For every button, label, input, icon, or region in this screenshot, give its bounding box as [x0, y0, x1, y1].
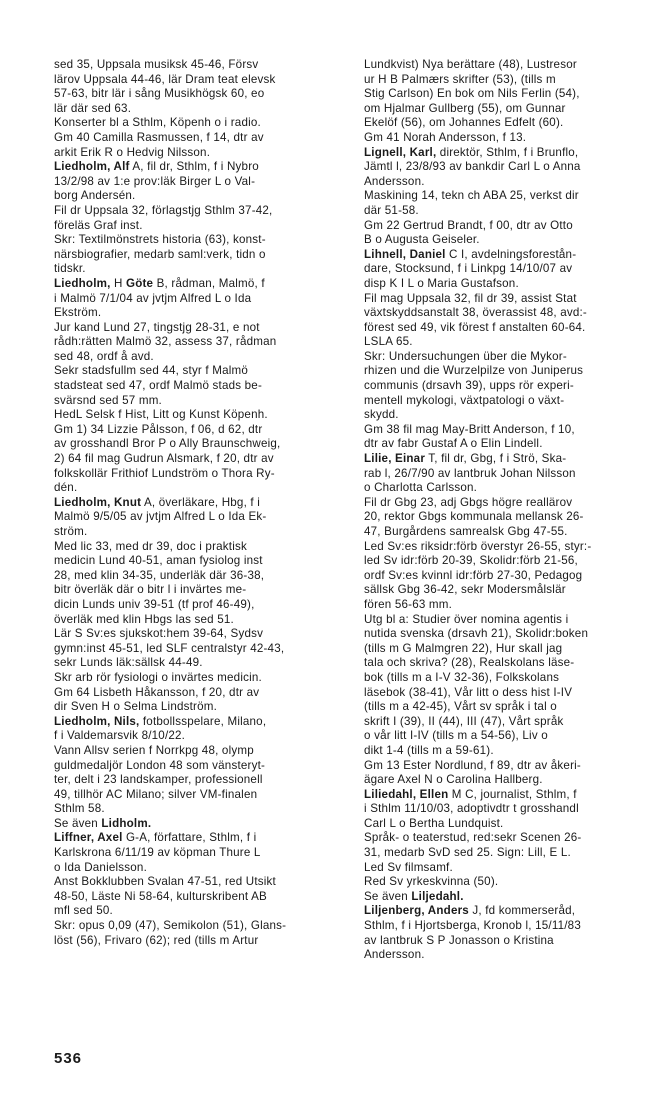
text-run: led Sv idr:förb 20-39, Skolidr:förb 21-56, [364, 554, 578, 568]
text-line [54, 759, 348, 774]
text-run: läsebok (38-41), Vår litt o dess hist I-IV [364, 685, 573, 699]
text-run: LSLA 65. [364, 335, 413, 349]
text-line [364, 934, 658, 949]
text-line [54, 525, 348, 540]
text-run: Konserter bl a Sthlm, Köpenh o i radio. [54, 116, 261, 130]
text-run: överläk med klin Hbgs las sed 51. [54, 612, 234, 626]
text-line [364, 175, 658, 190]
text-line [364, 627, 658, 642]
text-line [54, 131, 348, 146]
text-line [364, 73, 658, 88]
text-run: närsbiografier, medarb saml:verk, tidn o [54, 247, 266, 261]
text-line [364, 58, 658, 73]
text-line [54, 233, 348, 248]
text-line [364, 321, 658, 336]
text-line [54, 715, 348, 730]
text-line [54, 627, 348, 642]
text-run: dtr av fabr Gustaf A o Elin Lindell. [364, 437, 543, 451]
text-run: borg Andersén. [54, 189, 136, 203]
text-line [364, 292, 658, 307]
text-line [364, 613, 658, 628]
text-line [54, 540, 348, 555]
text-line [54, 510, 348, 525]
text-run: rådh:rätten Malmö 32, assess 37, rådman [54, 335, 277, 349]
text-line [364, 715, 658, 730]
text-run: Fil dr Gbg 23, adj Gbgs högre reallärov [364, 495, 573, 509]
text-run: 31, medarb SvD sed 25. Sign: Lill, E L. [364, 846, 571, 860]
text-run: Jämtl l, 23/8/93 av bankdir Carl L o Anna [364, 160, 581, 174]
entry-heading: Liljenberg, Anders [364, 904, 469, 918]
text-run: ter, delt i 23 landskamper, professionell [54, 773, 263, 787]
text-line [54, 817, 348, 832]
text-line [54, 744, 348, 759]
text-line [364, 788, 658, 803]
text-line [54, 846, 348, 861]
text-run: Vann Allsv serien f Norrkpg 48, olymp [54, 743, 254, 757]
text-run: Malmö 9/5/05 av jvtjm Alfred L o Ida Ek- [54, 510, 267, 524]
text-run: bok (tills m a I-V 32-36), Folkskolans [364, 670, 560, 684]
text-line [364, 671, 658, 686]
right-column [364, 58, 658, 963]
text-run: mfl sed 50. [54, 904, 113, 918]
text-run: Språk- o teaterstud, red:sekr Scenen 26- [364, 831, 582, 845]
text-line [364, 204, 658, 219]
text-line [364, 948, 658, 963]
text-run: lär där sed 63. [54, 101, 132, 115]
text-line [364, 262, 658, 277]
text-line [54, 904, 348, 919]
text-line [54, 204, 348, 219]
text-line [364, 802, 658, 817]
entry-heading: Liedholm, Knut [54, 495, 142, 509]
text-run: mentell mykologi, växtpatologi o växt- [364, 393, 565, 407]
text-run: tala och skriva? (28), Realskolans läse- [364, 656, 575, 670]
text-line [364, 233, 658, 248]
text-run: dikt 1-4 (tills m a 59-61). [364, 743, 494, 757]
text-line [54, 321, 348, 336]
text-line [54, 569, 348, 584]
text-run: Carl L o Bertha Lundquist. [364, 816, 504, 830]
text-line [54, 788, 348, 803]
text-line [364, 759, 658, 774]
text-run: Se även [54, 816, 102, 830]
text-run: Skr arb rör fysiologi o invärtes medicin. [54, 670, 262, 684]
text-line [54, 335, 348, 350]
text-line [364, 642, 658, 657]
text-run: o Ida Danielsson. [54, 860, 147, 874]
text-run: Lundkvist) Nya berättare (48), Lustresor [364, 58, 577, 71]
text-run: G-A, författare, Sthlm, f i [122, 831, 257, 845]
text-run: (tills m G Malmgren 22), Hur skall jag [364, 641, 563, 655]
text-run: Sthlm, f i Hjortsberga, Kronob l, 15/11/83 [364, 919, 581, 933]
text-run: stadsteat sed 47, ordf Malmö stads be- [54, 379, 263, 393]
text-line [54, 423, 348, 438]
text-run: Andersson. [364, 174, 425, 188]
text-line [364, 846, 658, 861]
text-run: där 51-58. [364, 203, 419, 217]
text-line [54, 175, 348, 190]
text-line [54, 642, 348, 657]
text-run: Red Sv yrkeskvinna (50). [364, 875, 499, 889]
text-run: B o Augusta Geiseler. [364, 233, 480, 247]
text-run: 13/2/98 av 1:e prov:läk Birger L o Val- [54, 174, 256, 188]
text-run: dir Sven H o Selma Lindström. [54, 700, 218, 714]
text-line [54, 102, 348, 117]
text-run: Karlskrona 6/11/19 av köpman Thure L [54, 846, 261, 860]
text-line [54, 802, 348, 817]
text-run: HedL Selsk f Hist, Litt og Kunst Köpenh. [54, 408, 268, 422]
text-line [54, 773, 348, 788]
text-line [54, 408, 348, 423]
text-run: 49, tillhör AC Milano; silver VM-finalen [54, 787, 258, 801]
entry-heading: Liljedahl. [411, 889, 464, 903]
text-run: 2) 64 fil mag Gudrun Alsmark, f 20, dtr av [54, 452, 274, 466]
text-line [54, 437, 348, 452]
text-run: Utg bl a: Studier över nomina agentis i [364, 612, 569, 626]
text-run: M C, journalist, Sthlm, f [448, 787, 577, 801]
text-run: (tills m a 42-45), Vårt sv språk i tal o [364, 700, 557, 714]
text-line [364, 189, 658, 204]
entry-heading: Lilie, Einar [364, 452, 426, 466]
text-run: 20, rektor Gbgs kommunala mellansk 26- [364, 510, 584, 524]
text-line [54, 87, 348, 102]
text-run: Andersson. [364, 948, 425, 962]
entry-heading: Liliedahl, Ellen [364, 787, 449, 801]
text-run: Led Sv:es riksidr:förb överstyr 26-55, styr:- [364, 539, 592, 553]
text-run: Skr: Textilmönstrets historia (63), konst- [54, 233, 266, 247]
text-run: Gm 38 fil mag May-Britt Anderson, f 10, [364, 422, 575, 436]
text-run: av grosshandl Bror P o Ally Braunschweig, [54, 437, 281, 451]
text-line [364, 350, 658, 365]
text-line [364, 248, 658, 263]
text-line [364, 875, 658, 890]
entry-heading: Liffner, Axel [54, 831, 123, 845]
text-run: skydd. [364, 408, 399, 422]
text-run: Med lic 33, med dr 39, doc i praktisk [54, 539, 247, 553]
text-line [364, 481, 658, 496]
text-run: växtskyddsanstalt 38, överassist 48, avd:- [364, 306, 587, 320]
text-line [54, 189, 348, 204]
text-run: Anst Bokklubben Svalan 47-51, red Utsikt [54, 875, 276, 889]
text-line [364, 744, 658, 759]
text-line [54, 861, 348, 876]
text-line [364, 277, 658, 292]
text-run: Gm 40 Camilla Rasmussen, f 14, dtr av [54, 130, 264, 144]
left-column [54, 58, 348, 948]
text-line [54, 306, 348, 321]
text-run: ägare Axel N o Carolina Hallberg. [364, 773, 543, 787]
text-run: Gm 13 Ester Nordlund, f 89, dtr av åkeri- [364, 758, 581, 772]
text-line [54, 919, 348, 934]
entry-heading: Lihnell, Daniel [364, 247, 446, 261]
text-run: nutida svenska (drsavh 21), Skolidr:boken [364, 627, 589, 641]
text-run: 48-50, Läste Ni 58-64, kulturskribent AB [54, 889, 267, 903]
text-line [364, 452, 658, 467]
text-line [54, 292, 348, 307]
text-line [364, 394, 658, 409]
text-line [364, 146, 658, 161]
text-line [54, 554, 348, 569]
text-run: B, rådman, Malmö, f [153, 276, 265, 290]
text-line [54, 219, 348, 234]
text-line [54, 116, 348, 131]
text-line [54, 262, 348, 277]
text-run: Ekström. [54, 306, 102, 320]
text-line [54, 467, 348, 482]
entry-heading: Lignell, Karl, [364, 145, 437, 159]
text-line [364, 729, 658, 744]
text-run: folkskollär Frithiof Lundström o Thora Ry- [54, 466, 275, 480]
text-line [364, 919, 658, 934]
text-run: rhizen und die Wurzelpilze von Juniperus [364, 364, 584, 378]
text-line [364, 102, 658, 117]
text-line [54, 73, 348, 88]
text-line [54, 686, 348, 701]
text-line [54, 452, 348, 467]
text-run: A, överläkare, Hbg, f i [141, 495, 261, 509]
text-line [364, 890, 658, 905]
text-line [54, 277, 348, 292]
text-run: H [110, 276, 126, 290]
text-run: i Malmö 7/1/04 av jvtjm Alfred L o Ida [54, 291, 252, 305]
text-line [364, 904, 658, 919]
text-run: dicin Lunds univ 39-51 (tf prof 46-49), [54, 597, 255, 611]
text-run: Maskining 14, tekn ch ABA 25, verkst dir [364, 189, 579, 203]
text-run: communis (drsavh 39), upps rör experi- [364, 379, 574, 393]
text-run: direktör, Sthlm, f i Brunflo, [436, 145, 579, 159]
text-line [364, 554, 658, 569]
text-line [364, 160, 658, 175]
text-line [364, 817, 658, 832]
text-run: dén. [54, 481, 78, 495]
text-run: sed 35, Uppsala musiksk 45-46, Försv [54, 58, 259, 71]
text-run: förest sed 49, vik förest f anstalten 60-64. [364, 320, 586, 334]
text-run: medicin Lund 40-51, aman fysiolog inst [54, 554, 263, 568]
text-line [364, 700, 658, 715]
page-number: 536 [54, 1050, 83, 1067]
text-line [54, 729, 348, 744]
text-run: Skr: opus 0,09 (47), Semikolon (51), Glans- [54, 919, 287, 933]
text-line [54, 598, 348, 613]
text-line [54, 613, 348, 628]
entry-heading: Liedholm, Nils, [54, 714, 140, 728]
text-run: ur H B Palmærs skrifter (53), (tills m [364, 72, 556, 86]
text-line [364, 408, 658, 423]
text-line [54, 496, 348, 511]
text-run: f i Valdemarsvik 8/10/22. [54, 729, 186, 743]
text-run: ordf Sv:es kvinnl idr:förb 27-30, Pedagog [364, 568, 583, 582]
text-line [54, 248, 348, 263]
text-run: Jur kand Lund 27, tingstjg 28-31, e not [54, 320, 260, 334]
text-run: Gm 1) 34 Lizzie Pålsson, f 06, d 62, dtr [54, 422, 263, 436]
entry-heading: Lidholm. [101, 816, 152, 830]
text-run: om Hjalmar Gullberg (55), om Gunnar [364, 101, 566, 115]
text-run: tidskr. [54, 262, 86, 276]
text-run: föreläs Graf inst. [54, 218, 143, 232]
text-run: Sthlm 58. [54, 802, 105, 816]
text-run: T, fil dr, Gbg, f i Strö, Ska- [425, 452, 567, 466]
text-line [364, 467, 658, 482]
text-line [54, 394, 348, 409]
text-line [364, 131, 658, 146]
text-run: sällsk Gbg 36-42, sekr Modersmålslär [364, 583, 566, 597]
text-run: Lär S Sv:es sjukskot:hem 39-64, Sydsv [54, 627, 264, 641]
text-run: Gm 64 Lisbeth Håkansson, f 20, dtr av [54, 685, 260, 699]
text-run: J, fd kommerseråd, [468, 904, 576, 918]
text-run: o vår litt I-IV (tills m a 54-56), Liv o [364, 729, 548, 743]
text-run: disp K I L o Maria Gustafson. [364, 276, 519, 290]
text-run: Sekr stadsfullm sed 44, styr f Malmö [54, 364, 249, 378]
text-line [54, 146, 348, 161]
text-line [364, 437, 658, 452]
text-line [364, 656, 658, 671]
text-run: rab l, 26/7/90 av lantbruk Johan Nilsson [364, 466, 576, 480]
text-run: i Sthlm 11/10/03, adoptivdtr t grosshandl [364, 802, 579, 816]
entry-heading: Liedholm, Alf [54, 160, 130, 174]
text-run: ström. [54, 525, 88, 538]
text-line [364, 510, 658, 525]
text-run: 47, Burgårdens samrealsk Gbg 47-55. [364, 525, 568, 538]
text-run: bitr överläk där o bitr l i invärtes me- [54, 583, 247, 597]
text-run: av lantbruk S P Jonasson o Kristina [364, 933, 554, 947]
text-run: Gm 41 Norah Andersson, f 13. [364, 130, 527, 144]
text-run: Stig Carlson) En bok om Nils Ferlin (54), [364, 87, 580, 101]
text-run: gymn:inst 45-51, led SLF centralstyr 42-43, [54, 641, 285, 655]
text-line [364, 335, 658, 350]
text-run: guldmedaljör London 48 som vänsteryt- [54, 758, 266, 772]
text-line [54, 831, 348, 846]
text-line [364, 87, 658, 102]
text-run: arkit Erik R o Hedvig Nilsson. [54, 145, 211, 159]
text-line [54, 656, 348, 671]
text-run: Ekelöf (56), om Johannes Edfelt (60). [364, 116, 564, 130]
text-line [364, 773, 658, 788]
text-run: 28, med klin 34-35, underläk där 36-38, [54, 568, 265, 582]
text-run: skrift I (39), II (44), III (47), Vårt språk [364, 714, 564, 728]
text-line [364, 306, 658, 321]
text-run: Se även [364, 889, 412, 903]
text-line [364, 583, 658, 598]
text-line [54, 890, 348, 905]
text-run: fören 56-63 mm. [364, 597, 453, 611]
text-run: Fil dr Uppsala 32, förlagstjg Sthlm 37-42, [54, 203, 273, 217]
text-line [364, 525, 658, 540]
text-run: dare, Stocksund, f i Linkpg 14/10/07 av [364, 262, 573, 276]
text-line [364, 598, 658, 613]
text-run: sekr Lunds läk:sällsk 44-49. [54, 656, 203, 670]
entry-heading: Göte [125, 276, 154, 290]
text-run: fotbollsspelare, Milano, [139, 714, 267, 728]
text-line [364, 116, 658, 131]
text-run: Led Sv filmsamf. [364, 860, 453, 874]
text-run: 57-63, bitr lär i sång Musikhögsk 60, eo [54, 87, 265, 101]
text-line [364, 569, 658, 584]
text-run: svärsnd sed 57 mm. [54, 393, 162, 407]
text-line [364, 540, 658, 555]
text-line [364, 831, 658, 846]
text-run: sed 48, ordf å avd. [54, 349, 154, 363]
text-line [364, 219, 658, 234]
text-line [54, 58, 348, 73]
text-run: Skr: Undersuchungen über die Mykor- [364, 349, 567, 363]
text-line [364, 686, 658, 701]
text-line [54, 934, 348, 949]
text-run: Gm 22 Gertrud Brandt, f 00, dtr av Otto [364, 218, 573, 232]
text-line [54, 700, 348, 715]
text-line [364, 364, 658, 379]
text-line [54, 481, 348, 496]
text-run: o Charlotta Carlsson. [364, 481, 478, 495]
text-line [54, 160, 348, 175]
text-line [364, 379, 658, 394]
text-run: A, fil dr, Sthlm, f i Nybro [129, 160, 259, 174]
text-run: löst (56), Frivaro (62); red (tills m Artur [54, 933, 259, 947]
text-line [54, 671, 348, 686]
text-run: lärov Uppsala 44-46, lär Dram teat elevsk [54, 72, 276, 86]
text-run: Fil mag Uppsala 32, fil dr 39, assist Stat [364, 291, 577, 305]
text-line [54, 583, 348, 598]
text-line [54, 379, 348, 394]
text-line [54, 350, 348, 365]
text-line [54, 875, 348, 890]
text-line [364, 861, 658, 876]
text-run: C I, avdelningsforestån- [445, 247, 577, 261]
text-line [54, 364, 348, 379]
entry-heading: Liedholm, [54, 276, 111, 290]
text-line [364, 423, 658, 438]
text-line [364, 496, 658, 511]
